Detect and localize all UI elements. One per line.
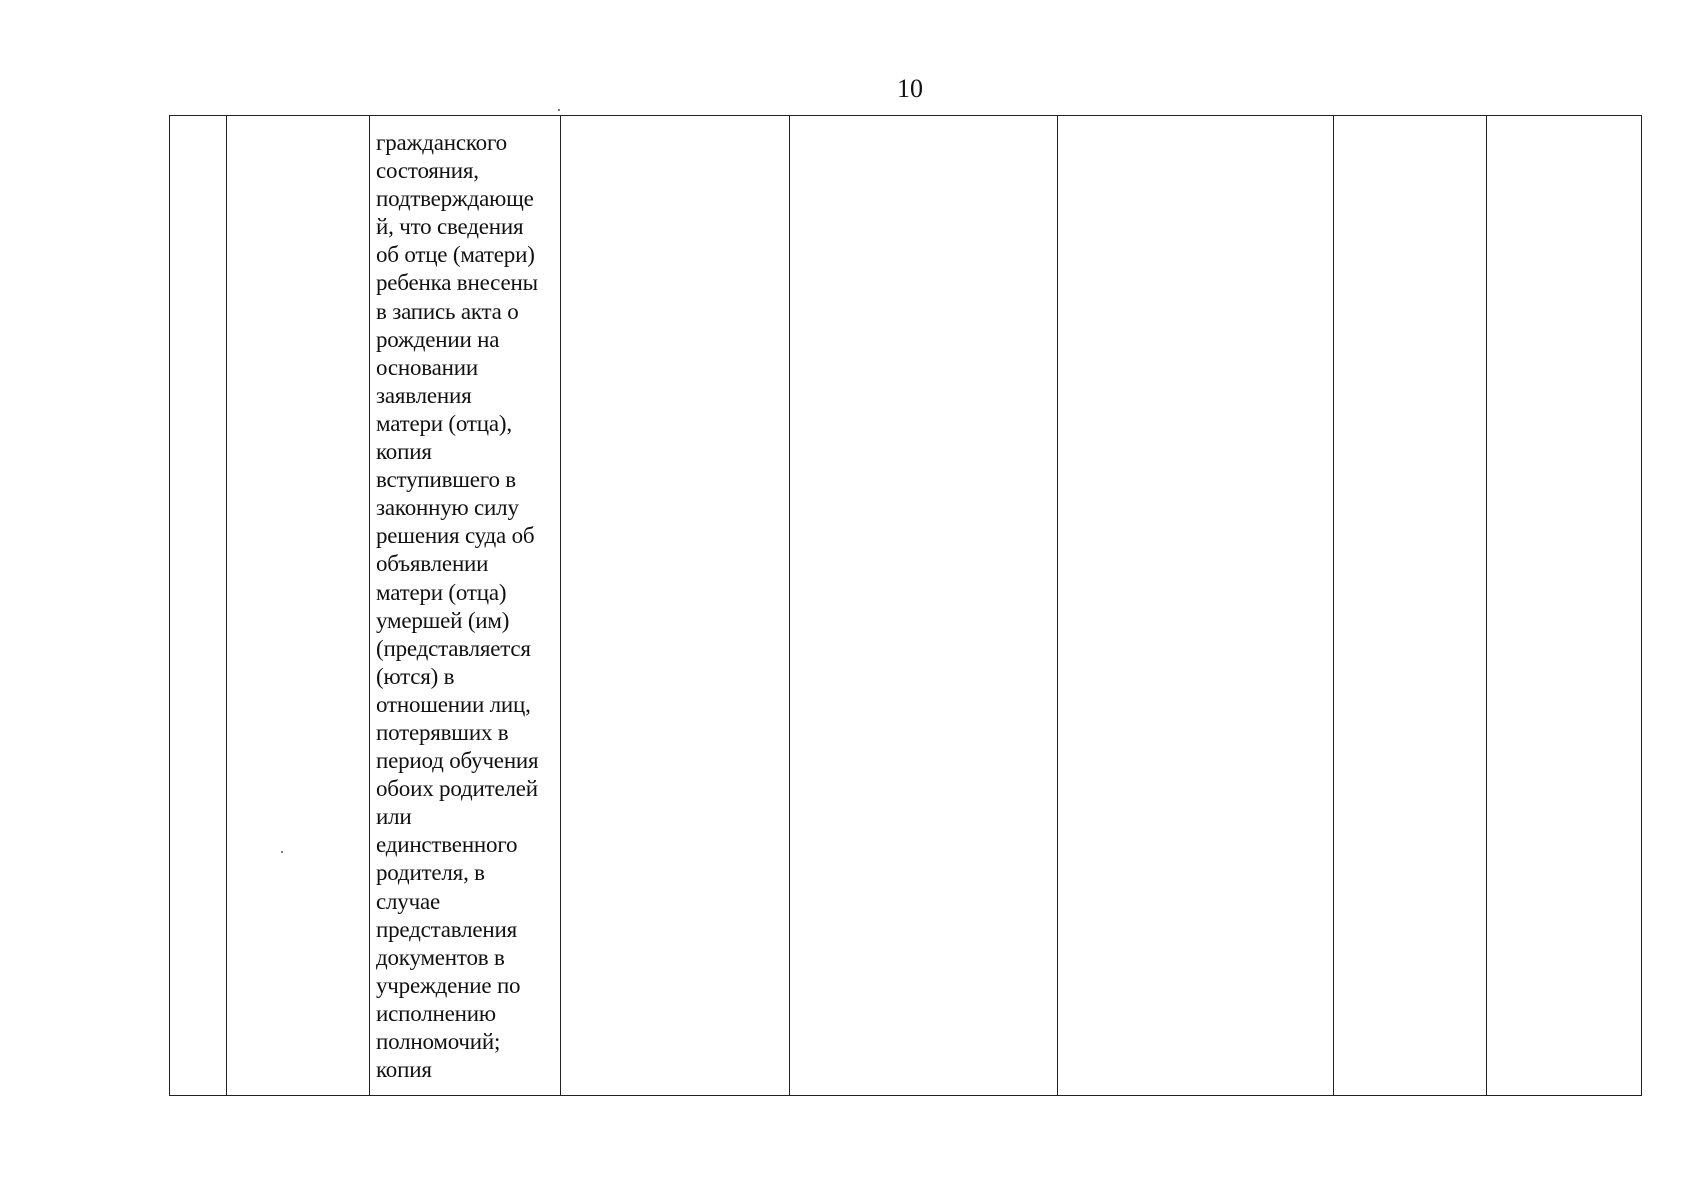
table-cell-2	[227, 116, 370, 1096]
document-table	[169, 115, 1642, 1096]
table-cell-8	[1487, 116, 1642, 1096]
table-cell-1	[170, 116, 227, 1096]
table-row	[170, 116, 1642, 1096]
table-cell-3	[370, 116, 561, 1096]
table-cell-5	[790, 116, 1058, 1096]
scan-speck	[281, 851, 283, 853]
cell-text-documents: гражданского состояния, подтверждающе й, что сведения об отце (матери) ребенка внесены в запись акта о рождении на основании заявления матери (отца), копия вступившего в законную силу решения суда об объявлении матери (отца) умершей (им) (представляется (ются) в отношении лиц, потерявших в период обучения обоих родителей или единственного родителя, в случае представления документов в учреждение по исполнению полномочий; копия	[376, 130, 539, 1083]
table-cell-4	[561, 116, 790, 1096]
table-cell-7	[1334, 116, 1487, 1096]
table-cell-6	[1058, 116, 1334, 1096]
scan-speck	[558, 109, 560, 111]
page-number: 10	[897, 74, 923, 103]
